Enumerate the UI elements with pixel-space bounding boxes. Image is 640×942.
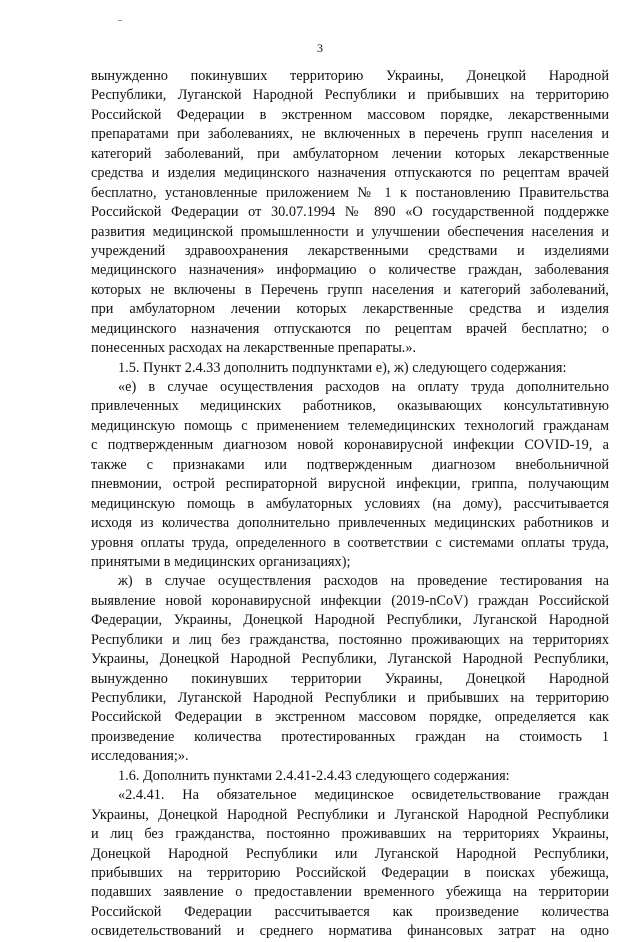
- text-line: которых не включены в Перечень групп населения и категорий заболеваний,: [91, 281, 609, 298]
- text-line: прибывших на территорию Российской Федерации в поисках убежища,: [91, 864, 609, 881]
- text-line: Российской Федерации от 30.07.1994 № 890 «О государственной поддержке: [91, 204, 609, 221]
- text-line: вынужденно покинувших территории Украины, Донецкой Народной: [91, 670, 609, 687]
- text-line: и лиц без гражданства, постоянно проживавших на территориях Украины,: [91, 826, 609, 843]
- text-line: медицинскую помощь с применением телемедицинских технологий гражданам: [91, 417, 609, 434]
- text-line: подавших заявление о предоставлении временного убежища на территории: [91, 884, 609, 901]
- text-line: Российской Федерации рассчитывается как произведение количества: [91, 903, 609, 920]
- text-line: бесплатно, установленные приложением № 1 к постановлению Правительства: [91, 184, 609, 201]
- text-line: «е) в случае осуществления расходов на оплату труда дополнительно: [118, 379, 609, 395]
- text-line: Республики, Луганской Народной Республики и прибывших на территорию: [91, 690, 609, 706]
- text-line: освидетельствований и среднего норматива финансовых затрат на одно: [91, 923, 609, 940]
- text-line: пневмонии, острой респираторной вирусной инфекции, гриппа, получающим: [91, 476, 609, 493]
- text-line: Российской Федерации в экстренном массовом порядке, определяется как: [91, 709, 609, 726]
- text-line: медицинскую помощь в амбулаторных условиях (на дому), рассчитывается: [91, 495, 609, 512]
- text-line: с подтвержденным диагнозом новой коронавирусной инфекции COVID-19, а: [91, 437, 609, 454]
- text-line: принятыми в медицинских организациях);: [91, 553, 351, 570]
- page-number: 3: [317, 41, 323, 55]
- text-line: Донецкой Народной Республики или Луганской Народной Республики,: [91, 845, 609, 862]
- text-line: «2.4.41. На обязательное медицинское освидетельствование граждан: [118, 787, 609, 804]
- text-line: выявление новой коронавирусной инфекции (2019-nCoV) граждан Российской: [91, 592, 609, 609]
- text-line: препаратами при заболеваниях, не включенных в перечень групп населения и: [91, 126, 609, 143]
- text-line: привлеченных медицинских работников, оказывающих консультативную: [91, 398, 609, 415]
- text-line: вынужденно покинувших территорию Украины, Донецкой Народной: [91, 68, 609, 84]
- text-line: исходя из количества дополнительно привлеченных медицинских работников и: [91, 515, 609, 532]
- text-line: Украины, Донецкой Народной Республики, Луганской Народной Республики,: [91, 651, 609, 668]
- text-line: Российской Федерации в экстренном массовом порядке, лекарственными: [91, 106, 609, 123]
- text-line: Федерации, Украины, Донецкой Народной Республики, Луганской Народной: [91, 612, 609, 629]
- text-line: 1.6. Дополнить пунктами 2.4.41-2.4.43 следующего содержания:: [118, 767, 510, 784]
- text-line: Республики и лиц без гражданства, постоянно проживающих на территориях: [91, 631, 609, 648]
- text-line: ж) в случае осуществления расходов на проведение тестирования на: [118, 573, 609, 590]
- text-line: медицинского назначения» информацию о количестве граждан, заболевания: [91, 262, 609, 279]
- text-line: Республики, Луганской Народной Республики и прибывших на территорию: [91, 87, 609, 104]
- text-line: Украины, Донецкой Народной Республики и Луганской Народной Республики: [91, 806, 609, 823]
- document-body: [91, 67, 609, 942]
- text-line: также с признаками или подтвержденным диагнозом внебольничной: [91, 456, 609, 473]
- text-line: при амбулаторном лечении которых лекарственные средства и изделия: [91, 301, 609, 318]
- text-line: 1.5. Пункт 2.4.33 дополнить подпунктами е), ж) следующего содержания:: [118, 359, 567, 376]
- scan-mark: [118, 20, 122, 21]
- text-line: развития медицинской промышленности и улучшении обеспечения населения и: [91, 223, 609, 240]
- text-line: категорий заболеваний, при амбулаторном лечении которых лекарственные: [91, 145, 609, 162]
- text-line: медицинского назначения отпускаются по рецептам врачей бесплатно; о: [91, 320, 609, 337]
- text-line: уровня оплаты труда, определенного в соответствии с системами оплаты труда,: [91, 534, 609, 551]
- text-line: понесенных расходах на лекарственные препараты.».: [91, 340, 417, 357]
- text-line: произведение количества протестированных граждан на стоимость 1: [91, 728, 609, 745]
- text-line: исследования;».: [91, 748, 189, 765]
- text-line: средства и изделия медицинского назначения отпускаются по рецептам врачей: [91, 165, 609, 182]
- text-line: учреждений здравоохранения лекарственными средствами и изделиями: [91, 242, 609, 259]
